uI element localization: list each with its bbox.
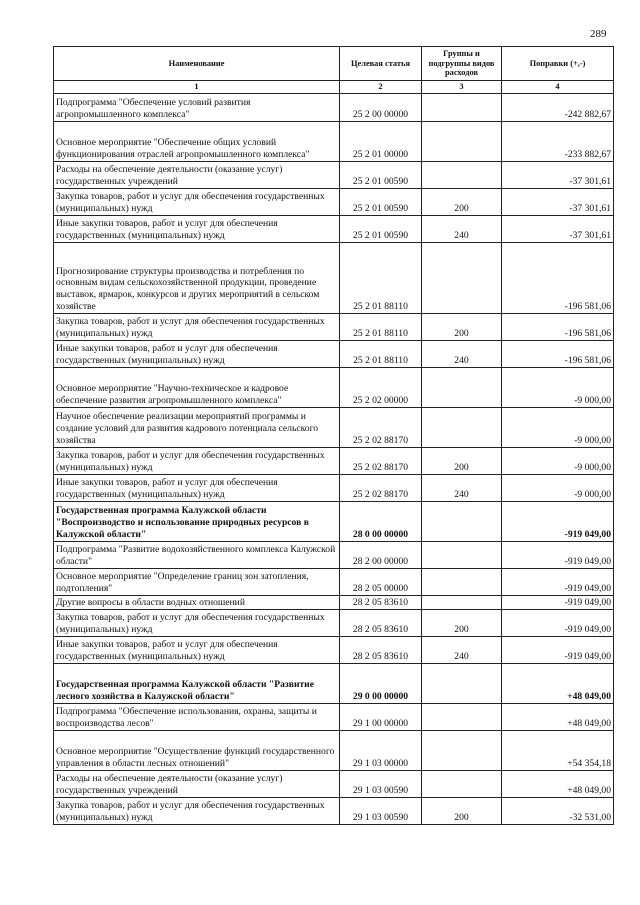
row-expense-group xyxy=(422,595,502,609)
row-name: Государственная программа Калужской области "Воспроизводство и использование природных ресурсов в Калужской области" xyxy=(54,501,340,541)
row-amount: -37 301,61 xyxy=(502,215,614,242)
table-row xyxy=(54,161,614,188)
row-target-code: 25 2 01 00590 xyxy=(340,188,422,215)
row-name: Государственная программа Калужской области "Развитие лесного хозяйства в Калужской области" xyxy=(54,663,340,703)
table-row xyxy=(54,93,614,121)
row-amount: -919 049,00 xyxy=(502,636,614,663)
row-name: Подпрограмма "Обеспечение условий развития агропромышленного комплекса" xyxy=(54,93,340,121)
row-amount: -9 000,00 xyxy=(502,407,614,447)
row-target-code: 25 2 01 00590 xyxy=(340,161,422,188)
row-amount: +48 049,00 xyxy=(502,770,614,797)
header-row xyxy=(54,47,614,81)
table-row xyxy=(54,474,614,501)
row-target-code: 28 2 05 83610 xyxy=(340,636,422,663)
row-amount: -919 049,00 xyxy=(502,541,614,568)
table-row xyxy=(54,367,614,407)
column-number: 4 xyxy=(502,81,614,94)
table-row xyxy=(54,595,614,609)
row-target-code: 25 2 02 88170 xyxy=(340,474,422,501)
row-amount: -919 049,00 xyxy=(502,595,614,609)
row-target-code: 29 0 00 00000 xyxy=(340,663,422,703)
row-amount: +48 049,00 xyxy=(502,663,614,703)
row-target-code: 29 1 03 00590 xyxy=(340,797,422,824)
row-name: Основное мероприятие "Определение границ зон затопления, подтопления" xyxy=(54,568,340,595)
row-amount: +54 354,18 xyxy=(502,730,614,770)
row-name: Подпрограмма "Обеспечение использования, охраны, защиты и воспроизводства лесов" xyxy=(54,703,340,730)
row-expense-group xyxy=(422,242,502,313)
table-row xyxy=(54,121,614,161)
row-target-code: 28 2 05 83610 xyxy=(340,595,422,609)
row-name: Подпрограмма "Развитие водохозяйственного комплекса Калужской области" xyxy=(54,541,340,568)
row-target-code: 25 2 02 88170 xyxy=(340,447,422,474)
table-body xyxy=(54,93,614,824)
row-amount: -919 049,00 xyxy=(502,501,614,541)
row-target-code: 25 2 01 88110 xyxy=(340,340,422,367)
header-target-article: Целевая статья xyxy=(340,47,422,81)
row-amount: -9 000,00 xyxy=(502,447,614,474)
row-amount: -196 581,06 xyxy=(502,340,614,367)
row-target-code: 25 2 01 88110 xyxy=(340,313,422,340)
row-expense-group: 240 xyxy=(422,215,502,242)
row-expense-group xyxy=(422,703,502,730)
row-expense-group xyxy=(422,161,502,188)
table-row xyxy=(54,447,614,474)
column-number-row xyxy=(54,81,614,94)
row-expense-group xyxy=(422,770,502,797)
table-row xyxy=(54,340,614,367)
row-target-code: 25 2 01 88110 xyxy=(340,242,422,313)
row-name: Расходы на обеспечение деятельности (оказание услуг) государственных учреждений xyxy=(54,161,340,188)
row-amount: -9 000,00 xyxy=(502,474,614,501)
row-target-code: 28 2 00 00000 xyxy=(340,541,422,568)
row-target-code: 28 2 05 83610 xyxy=(340,609,422,636)
row-expense-group: 240 xyxy=(422,340,502,367)
table-row xyxy=(54,188,614,215)
row-amount: -37 301,61 xyxy=(502,161,614,188)
row-expense-group xyxy=(422,568,502,595)
row-name: Другие вопросы в области водных отношений xyxy=(54,595,340,609)
row-amount: -242 882,67 xyxy=(502,93,614,121)
row-target-code: 25 2 02 00000 xyxy=(340,367,422,407)
table-row xyxy=(54,313,614,340)
row-amount: -919 049,00 xyxy=(502,609,614,636)
table-row xyxy=(54,568,614,595)
row-name: Основное мероприятие "Осуществление функций государственного управления в области лесных отношений" xyxy=(54,730,340,770)
row-name: Закупка товаров, работ и услуг для обеспечения государственных (муниципальных) нужд xyxy=(54,188,340,215)
row-expense-group xyxy=(422,93,502,121)
row-expense-group: 200 xyxy=(422,447,502,474)
table-row xyxy=(54,541,614,568)
table-row xyxy=(54,770,614,797)
row-name: Расходы на обеспечение деятельности (оказание услуг) государственных учреждений xyxy=(54,770,340,797)
column-number: 1 xyxy=(54,81,340,94)
row-expense-group: 200 xyxy=(422,313,502,340)
table-row xyxy=(54,636,614,663)
row-name: Иные закупки товаров, работ и услуг для обеспечения государственных (муниципальных) нужд xyxy=(54,340,340,367)
table-row xyxy=(54,242,614,313)
row-target-code: 28 2 05 00000 xyxy=(340,568,422,595)
row-expense-group xyxy=(422,121,502,161)
row-target-code: 29 1 00 00000 xyxy=(340,703,422,730)
row-expense-group: 200 xyxy=(422,797,502,824)
page-number: 289 xyxy=(590,28,607,40)
table-row xyxy=(54,501,614,541)
row-target-code: 25 2 02 88170 xyxy=(340,407,422,447)
row-name: Научное обеспечение реализации мероприятий программы и создание условий для развития кадрового потенциала сельского хозяйства xyxy=(54,407,340,447)
row-name: Иные закупки товаров, работ и услуг для обеспечения государственных (муниципальных) нужд xyxy=(54,215,340,242)
row-expense-group xyxy=(422,541,502,568)
header-expense-groups: Группы и подгруппы видов расходов xyxy=(422,47,502,81)
row-expense-group: 240 xyxy=(422,474,502,501)
table-row xyxy=(54,663,614,703)
row-expense-group xyxy=(422,501,502,541)
row-amount: -919 049,00 xyxy=(502,568,614,595)
row-name: Иные закупки товаров, работ и услуг для обеспечения государственных (муниципальных) нужд xyxy=(54,474,340,501)
row-expense-group xyxy=(422,407,502,447)
header-name: Наименование xyxy=(54,47,340,81)
row-name: Закупка товаров, работ и услуг для обеспечения государственных (муниципальных) нужд xyxy=(54,313,340,340)
row-amount: +48 049,00 xyxy=(502,703,614,730)
header-amendments: Поправки (+,-) xyxy=(502,47,614,81)
row-name: Закупка товаров, работ и услуг для обеспечения государственных (муниципальных) нужд xyxy=(54,797,340,824)
row-name: Основное мероприятие "Научно-техническое и кадровое обеспечение развития агропромышленного комплекса" xyxy=(54,367,340,407)
row-amount: -9 000,00 xyxy=(502,367,614,407)
table-row xyxy=(54,215,614,242)
row-expense-group xyxy=(422,730,502,770)
row-amount: -37 301,61 xyxy=(502,188,614,215)
row-target-code: 29 1 03 00000 xyxy=(340,730,422,770)
row-target-code: 25 2 01 00000 xyxy=(340,121,422,161)
table-row xyxy=(54,730,614,770)
row-target-code: 25 2 01 00590 xyxy=(340,215,422,242)
row-expense-group: 240 xyxy=(422,636,502,663)
table-row xyxy=(54,609,614,636)
column-number: 3 xyxy=(422,81,502,94)
table-row xyxy=(54,703,614,730)
row-amount: -196 581,06 xyxy=(502,242,614,313)
row-name: Закупка товаров, работ и услуг для обеспечения государственных (муниципальных) нужд xyxy=(54,609,340,636)
row-expense-group xyxy=(422,663,502,703)
table-row xyxy=(54,407,614,447)
row-target-code: 28 0 00 00000 xyxy=(340,501,422,541)
row-amount: -32 531,00 xyxy=(502,797,614,824)
row-target-code: 25 2 00 00000 xyxy=(340,93,422,121)
row-amount: -233 882,67 xyxy=(502,121,614,161)
table-row xyxy=(54,797,614,824)
row-expense-group xyxy=(422,367,502,407)
budget-table xyxy=(53,46,614,825)
row-name: Закупка товаров, работ и услуг для обеспечения государственных (муниципальных) нужд xyxy=(54,447,340,474)
row-name: Иные закупки товаров, работ и услуг для обеспечения государственных (муниципальных) нужд xyxy=(54,636,340,663)
row-expense-group: 200 xyxy=(422,188,502,215)
row-target-code: 29 1 03 00590 xyxy=(340,770,422,797)
row-name: Прогнозирование структуры производства и потребления по основным видам сельскохозяйственной продукции, проведение выставок, ярмарок, конкурсов и других мероприятий в сельском хозяйстве xyxy=(54,242,340,313)
row-amount: -196 581,06 xyxy=(502,313,614,340)
row-expense-group: 200 xyxy=(422,609,502,636)
column-number: 2 xyxy=(340,81,422,94)
row-name: Основное мероприятие "Обеспечение общих условий функционирования отраслей агропромышленного комплекса" xyxy=(54,121,340,161)
